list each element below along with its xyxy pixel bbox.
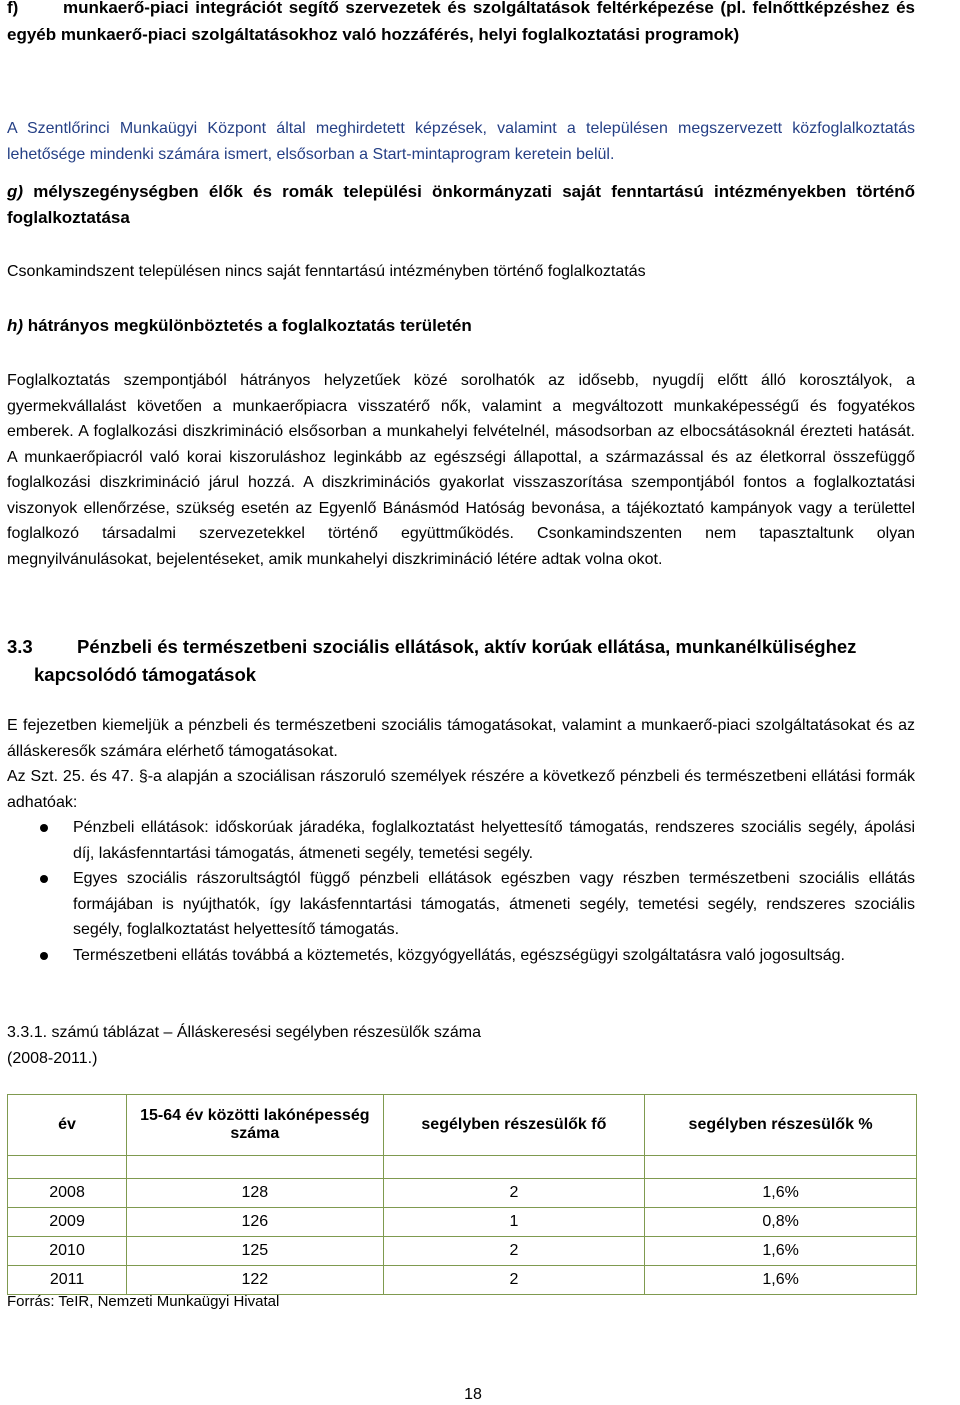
section-f-body: A Szentlőrinci Munkaügyi Központ által meghirdetett képzések, valamint a településen megszervezett közfoglalkoztatás lehetősége mindenki számára ismert, elsősorban a Start-mintaprogram keretein belül. bbox=[7, 120, 915, 163]
table-caption-line1: 3.3.1. számú táblázat – Álláskeresési segélyben részesülők száma bbox=[7, 1024, 482, 1041]
section-g-heading-text: mélyszegénységben élők és romák települési önkormányzati saját fenntartású intézményekben történő foglalkoztatása bbox=[7, 182, 915, 227]
column-header-recipients-percent: segélyben részesülők % bbox=[645, 1095, 917, 1156]
table-cell: 128 bbox=[127, 1179, 384, 1208]
table-cell: 2 bbox=[383, 1237, 645, 1266]
benefit-list bbox=[7, 815, 915, 968]
section-f-label: f) bbox=[7, 0, 19, 17]
table-cell: 1,6% bbox=[645, 1179, 917, 1208]
job-seeker-aid-table bbox=[7, 1094, 917, 1295]
table-cell: 0,8% bbox=[645, 1208, 917, 1237]
page-number: 18 bbox=[464, 1386, 482, 1403]
table-header-row bbox=[8, 1095, 917, 1156]
table-cell: 125 bbox=[127, 1237, 384, 1266]
list-item-text: Természetbeni ellátás továbbá a köztemetés, közgyógyellátás, egészségügyi szolgáltatásra való jogosultság. bbox=[73, 946, 845, 964]
list-item-text: Egyes szociális rászorultságtól függő pénzbeli ellátások egészben vagy részben természetbeni szociális ellátás formájában is nyújthatók, így lakásfenntartási támogatás, átmeneti segély, temetési segély, rendszeres szociális segély, foglalkoztatást helyettesítő támogatás. bbox=[73, 870, 915, 938]
column-header-year: év bbox=[8, 1095, 127, 1156]
section-f-heading bbox=[7, 0, 915, 48]
table-cell: 2 bbox=[383, 1266, 645, 1295]
section-f-heading-text: munkaerő-piaci integrációt segítő szervezetek és szolgáltatások feltérképezése (pl. felnőttképzéshez és egyéb munkaerő-piaci szolgáltatásokhoz való hozzáférés, helyi foglalkoztatási programok) bbox=[7, 0, 915, 44]
table-cell: 2 bbox=[383, 1179, 645, 1208]
table-cell: 2010 bbox=[8, 1237, 127, 1266]
section-3-3-heading bbox=[7, 633, 915, 689]
table-spacer-row bbox=[8, 1156, 917, 1179]
section-g-label: g) bbox=[7, 182, 24, 201]
section-3-3-number: 3.3 bbox=[7, 636, 33, 657]
table-cell: 1,6% bbox=[645, 1237, 917, 1266]
table-source: Forrás: TeIR, Nemzeti Munkaügyi Hivatal bbox=[7, 1293, 280, 1310]
table-cell: 2011 bbox=[8, 1266, 127, 1295]
table-caption bbox=[7, 1020, 915, 1071]
section-h-heading bbox=[7, 313, 915, 339]
section-h-body: Foglalkoztatás szempontjából hátrányos helyzetűek közé sorolhatók az idősebb, nyugdíj előtt álló korosztályok, a gyermekvállalást követően a munkaerőpiacra visszatérő nők, valamint a megváltozott munkaképességű és fogyatékos emberek. A foglalkozási diszkrimináció elsősorban a munkahelyi felvételnél, másodsorban az elbocsátásoknál érezteti hatását. A munkaerőpiacról való korai kiszoruláshoz leginkább az egészségi állapottal, a származással és az életkorral összefüggő foglalkozási diszkrimináció járul hozzá. A diszkriminációs gyakorlat visszaszorítása szempontjából fontos a foglalkoztatási viszonyok ellenőrzése, szükség esetén az Egyenlő Bánásmód Hatóság bevonása, a tájékoztató kampányok vagy a területtel foglalkozó társadalmi szervezetekkel történő együttműködés. Csonkamindszenten nem tapasztaltunk olyan megnyilvánulásokat, bejelentéseket, amik munkahelyi diszkrimináció létére adtak volna okot. bbox=[7, 372, 915, 568]
column-header-recipients: segélyben részesülők fő bbox=[383, 1095, 645, 1156]
list-item-text: Pénzbeli ellátások: időskorúak járadéka, foglalkoztatást helyettesítő támogatás, rendszeres szociális segély, ápolási díj, lakásfenntartási támogatás, átmeneti segély, temetési segély. bbox=[73, 819, 915, 862]
table-cell: 1,6% bbox=[645, 1266, 917, 1295]
table-caption-line2: (2008-2011.) bbox=[7, 1049, 98, 1067]
table-cell: 122 bbox=[127, 1266, 384, 1295]
bullet-icon bbox=[40, 952, 48, 960]
section-3-3-law: Az Szt. 25. és 47. §-a alapján a szociálisan rászoruló személyek részére a következő pénzbeli és természetbeni ellátási formák adhatóak: bbox=[7, 768, 915, 811]
table-row bbox=[8, 1237, 917, 1266]
section-3-3-intro: E fejezetben kiemeljük a pénzbeli és természetbeni szociális támogatásokat, valamint a munkaerő-piaci szolgáltatásokat és az álláskeresők számára elérhető támogatásokat. bbox=[7, 717, 915, 760]
section-h-heading-text: hátrányos megkülönböztetés a foglalkoztatás területén bbox=[27, 316, 472, 335]
section-g-heading bbox=[7, 179, 915, 231]
table-cell: 2008 bbox=[8, 1179, 127, 1208]
list-item bbox=[7, 866, 915, 943]
section-h-label: h) bbox=[7, 316, 24, 335]
section-3-3-heading-line2: kapcsolódó támogatások bbox=[34, 664, 257, 685]
list-item bbox=[7, 943, 915, 969]
list-item bbox=[7, 815, 915, 866]
bullet-icon bbox=[40, 875, 48, 883]
bullet-icon bbox=[40, 824, 48, 832]
table-cell: 1 bbox=[383, 1208, 645, 1237]
table-row bbox=[8, 1179, 917, 1208]
column-header-population: 15-64 év közötti lakónépesség száma bbox=[127, 1095, 384, 1156]
table-cell: 2009 bbox=[8, 1208, 127, 1237]
section-3-3-heading-line1: Pénzbeli és természetbeni szociális ellátások, aktív korúak ellátása, munkanélküliséghez bbox=[77, 636, 857, 657]
table-row bbox=[8, 1266, 917, 1295]
table-cell: 126 bbox=[127, 1208, 384, 1237]
section-g-body: Csonkamindszent településen nincs saját fenntartású intézményben történő foglalkoztatás bbox=[7, 263, 646, 280]
table-row bbox=[8, 1208, 917, 1237]
